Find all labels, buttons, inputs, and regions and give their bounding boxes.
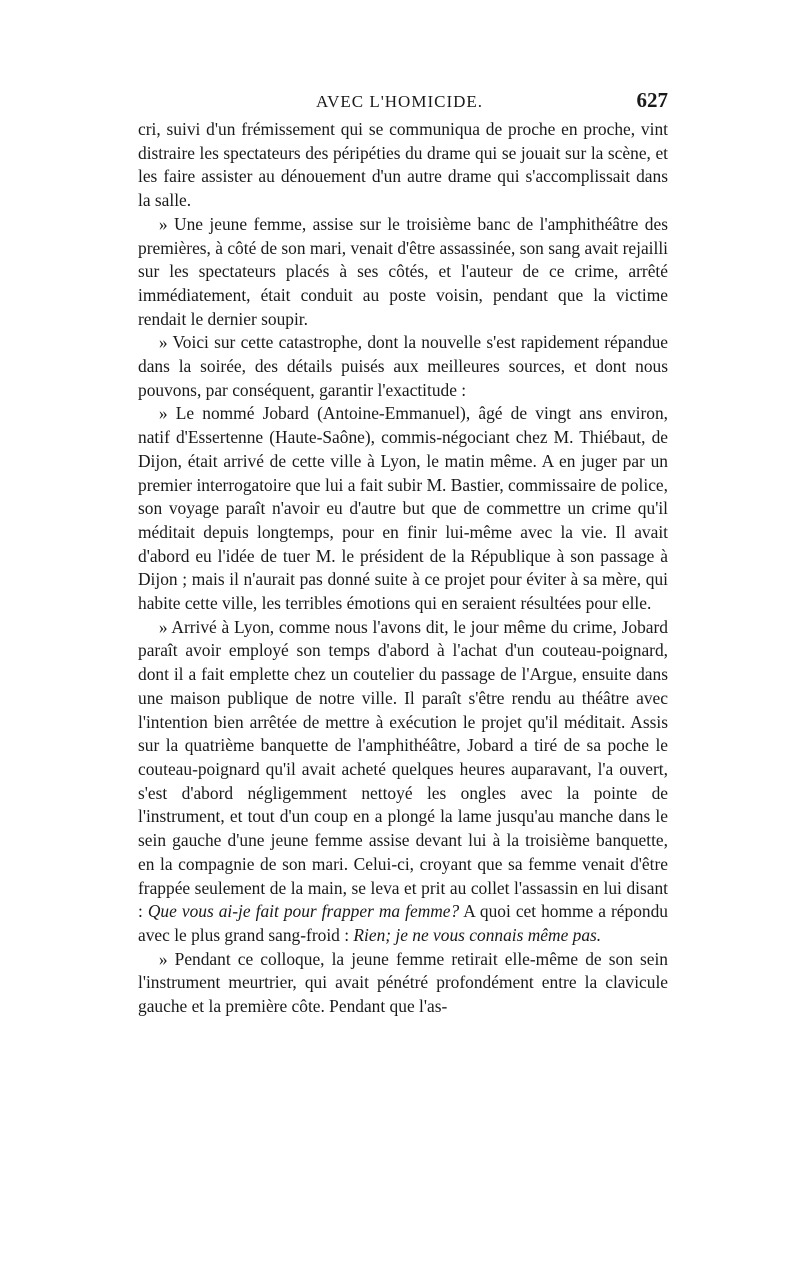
paragraph-5: [138, 616, 668, 948]
paragraph-1: cri, suivi d'un frémissement qui se communiqua de proche en proche, vint distraire les spectateurs des péripéties du drame qui se jouait sur la scène, et les faire assister au dénouement d'un autre drame qui s'accomplissait dans la salle.: [138, 119, 668, 211]
quoted-answer: Rien; je ne vous connais même pas.: [353, 924, 602, 945]
running-head: [138, 88, 668, 118]
paragraph-4: » Le nommé Jobard (Antoine-Emmanuel), âgé de vingt ans environ, natif d'Essertenne (Haute-Saône), commis-négociant chez M. Thiébaut, de Dijon, était arrivé de cette ville à Lyon, le matin même. A en juger par un premier interrogatoire que lui a fait subir M. Bastier, commissaire de police, son voyage paraît n'avoir eu d'autre but que de commettre un crime qu'il méditait depuis longtemps, pour en finir lui-même avec la vie. Il avait d'abord eu l'idée de tuer M. le président de la République à son passage à Dijon ; mais il n'aurait pas donné suite à ce projet pour éviter à sa mère, qui habite cette ville, les terribles émotions qui en seraient résultées pour elle.: [138, 403, 668, 614]
paragraph-2: » Une jeune femme, assise sur le troisième banc de l'amphithéâtre des premières, à côté de son mari, venait d'être assassinée, son sang avait rejailli sur les spectateurs placés à ses côtés, et l'auteur de ce crime, arrêté immédiatement, était conduit au poste voisin, pendant que la victime rendait le dernier soupir.: [138, 213, 668, 329]
body-text: [138, 118, 668, 1019]
paragraph-5-text-a: » Arrivé à Lyon, comme nous l'avons dit, le jour même du crime, Jobard paraît avoir employé son temps d'abord à l'achat d'un couteau-poignard, dont il a fait emplette chez un coutelier du passage de l'Argue, ensuite dans une maison publique de notre ville. Il paraît s'être rendu au théâtre avec l'intention bien arrêtée de mettre à exécution le projet qu'il méditait. Assis sur la quatrième banquette de l'amphithéâtre, Jobard a tiré de sa poche le couteau-poignard qu'il avait acheté quelques heures auparavant, l'a ouvert, s'est d'abord négligemment nettoyé les ongles avec la pointe de l'instrument, et tout d'un coup en a plongé la lame jusqu'au manche dans le sein gauche d'une jeune femme assise devant lui à la troisième banquette, en la compagnie de son mari. Celui-ci, croyant que sa femme venait d'être frappée seulement de la main, se leva et prit au collet l'assassin en lui disant :: [138, 616, 668, 922]
paragraph-6: » Pendant ce colloque, la jeune femme retirait elle-même de son sein l'instrument meurtrier, qui avait pénétré profondément entre la clavicule gauche et la première côte. Pendant que l'as-: [138, 948, 668, 1017]
paragraph-3: » Voici sur cette catastrophe, dont la nouvelle s'est rapidement répandue dans la soirée, des détails puisés aux meilleures sources, et dont nous pouvons, par conséquent, garantir l'exactitude :: [138, 332, 668, 400]
page-number: 627: [636, 88, 668, 112]
quoted-question: Que vous ai-je fait pour frapper ma femme?: [147, 901, 460, 922]
book-page: [138, 88, 668, 1019]
paragraph-5-text-b: A quoi cet homme a répondu avec le plus grand sang-froid :: [138, 901, 669, 945]
running-title: AVEC L'HOMICIDE.: [316, 92, 484, 111]
